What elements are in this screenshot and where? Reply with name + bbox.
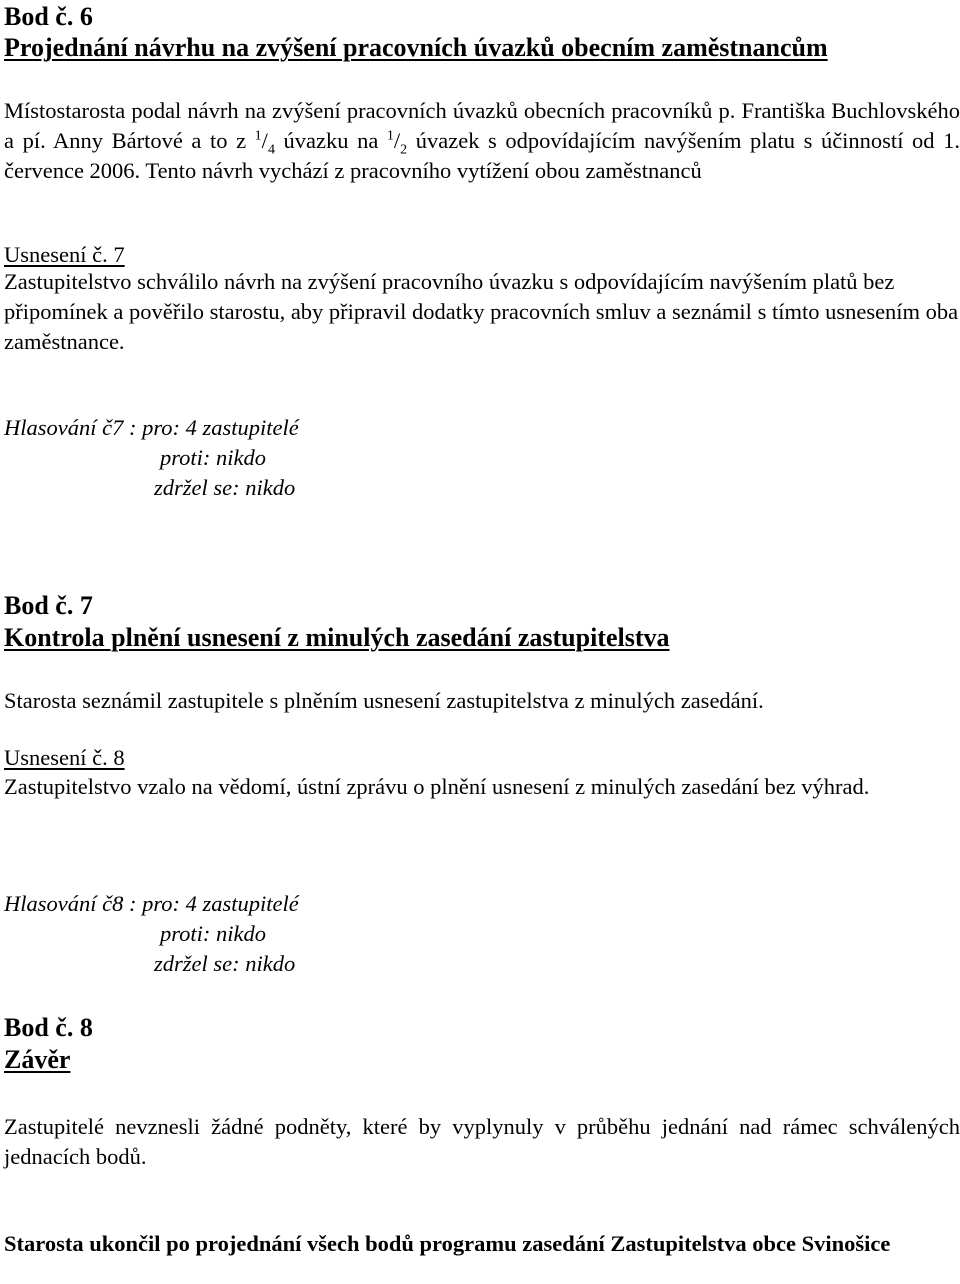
paragraph-text-c: úvazek s odpovídajícím navýšením platu s účinností od 1. července 2006. Tento návrh vychází z pracovního vytížení obou zaměstnanců <box>4 128 960 183</box>
resolution-7-label: Usnesení č. 7 <box>4 242 125 267</box>
vote-7-against: proti: nikdo <box>160 445 267 470</box>
section-8-heading: Bod č. 8 <box>4 1013 93 1042</box>
vote-7-block <box>4 413 960 503</box>
vote-7-abstain: zdržel se: nikdo <box>154 475 296 500</box>
section-7-title: Kontrola plnění usnesení z minulých zasedání zastupitelstva <box>4 623 670 652</box>
section-7-heading: Bod č. 7 <box>4 591 93 620</box>
fraction-2-numerator: 1 <box>386 128 394 144</box>
resolution-8-text: Zastupitelstvo vzalo na vědomí, ústní zprávu o plnění usnesení z minulých zasedání bez výhrad. <box>4 774 870 799</box>
closing-statement: Starosta ukončil po projednání všech bodů programu zasedání Zastupitelstva obce Svinošice <box>4 1231 891 1256</box>
vote-8-block <box>4 889 960 979</box>
vote-8-abstain: zdržel se: nikdo <box>154 951 296 976</box>
section-6-title: Projednání návrhu na zvýšení pracovních úvazků obecním zaměstnancům <box>4 33 828 62</box>
paragraph-text-a: Místostarosta podal návrh na zvýšení pracovních úvazků obecních pracovníků p. Františka Buchlovského a pí. Anny Bártové a to z <box>4 98 960 153</box>
section-6-heading: Bod č. 6 <box>4 2 93 31</box>
vote-7-label: Hlasování č7 : <box>4 415 137 440</box>
vote-8-for: pro: 4 zastupitelé <box>142 891 299 916</box>
resolution-8-label: Usnesení č. 8 <box>4 745 125 770</box>
fraction-2-denominator: 2 <box>400 142 408 158</box>
vote-8-label: Hlasování č8 : <box>4 891 137 916</box>
section-6-paragraph: Místostarosta podal návrh na zvýšení pracovních úvazků obecních pracovníků p. Františka Buchlovského a pí. Anny Bártové a to z $^1/_4$ úvazku na $^1/_2$ úvazek s odpovídajícím navýšením platu s účinností od 1. července 2006. Tento návrh vychází z pracovního vytížení obou zaměstnanců <box>4 98 960 183</box>
vote-8-against: proti: nikdo <box>160 921 267 946</box>
vote-7-for: pro: 4 zastupitelé <box>142 415 299 440</box>
section-8-title: Závěr <box>4 1045 71 1074</box>
fraction-1-denominator: 4 <box>267 142 275 158</box>
section-7-paragraph: Starosta seznámil zastupitele s plněním usnesení zastupitelstva z minulých zasedání. <box>4 688 764 713</box>
paragraph-text-b: úvazku na <box>274 128 387 153</box>
section-8-paragraph: Zastupitelé nevznesli žádné podněty, které by vyplynuly v průběhu jednání nad rámec schválených jednacích bodů. <box>4 1114 960 1169</box>
fraction-1-numerator: 1 <box>254 128 262 144</box>
resolution-7-text: Zastupitelstvo schválilo návrh na zvýšení pracovního úvazku s odpovídajícím navýšením platů bez připomínek a pověřilo starostu, aby připravil dodatky pracovních smluv a seznámil s tímto usnesením oba zaměstnance. <box>4 269 959 354</box>
